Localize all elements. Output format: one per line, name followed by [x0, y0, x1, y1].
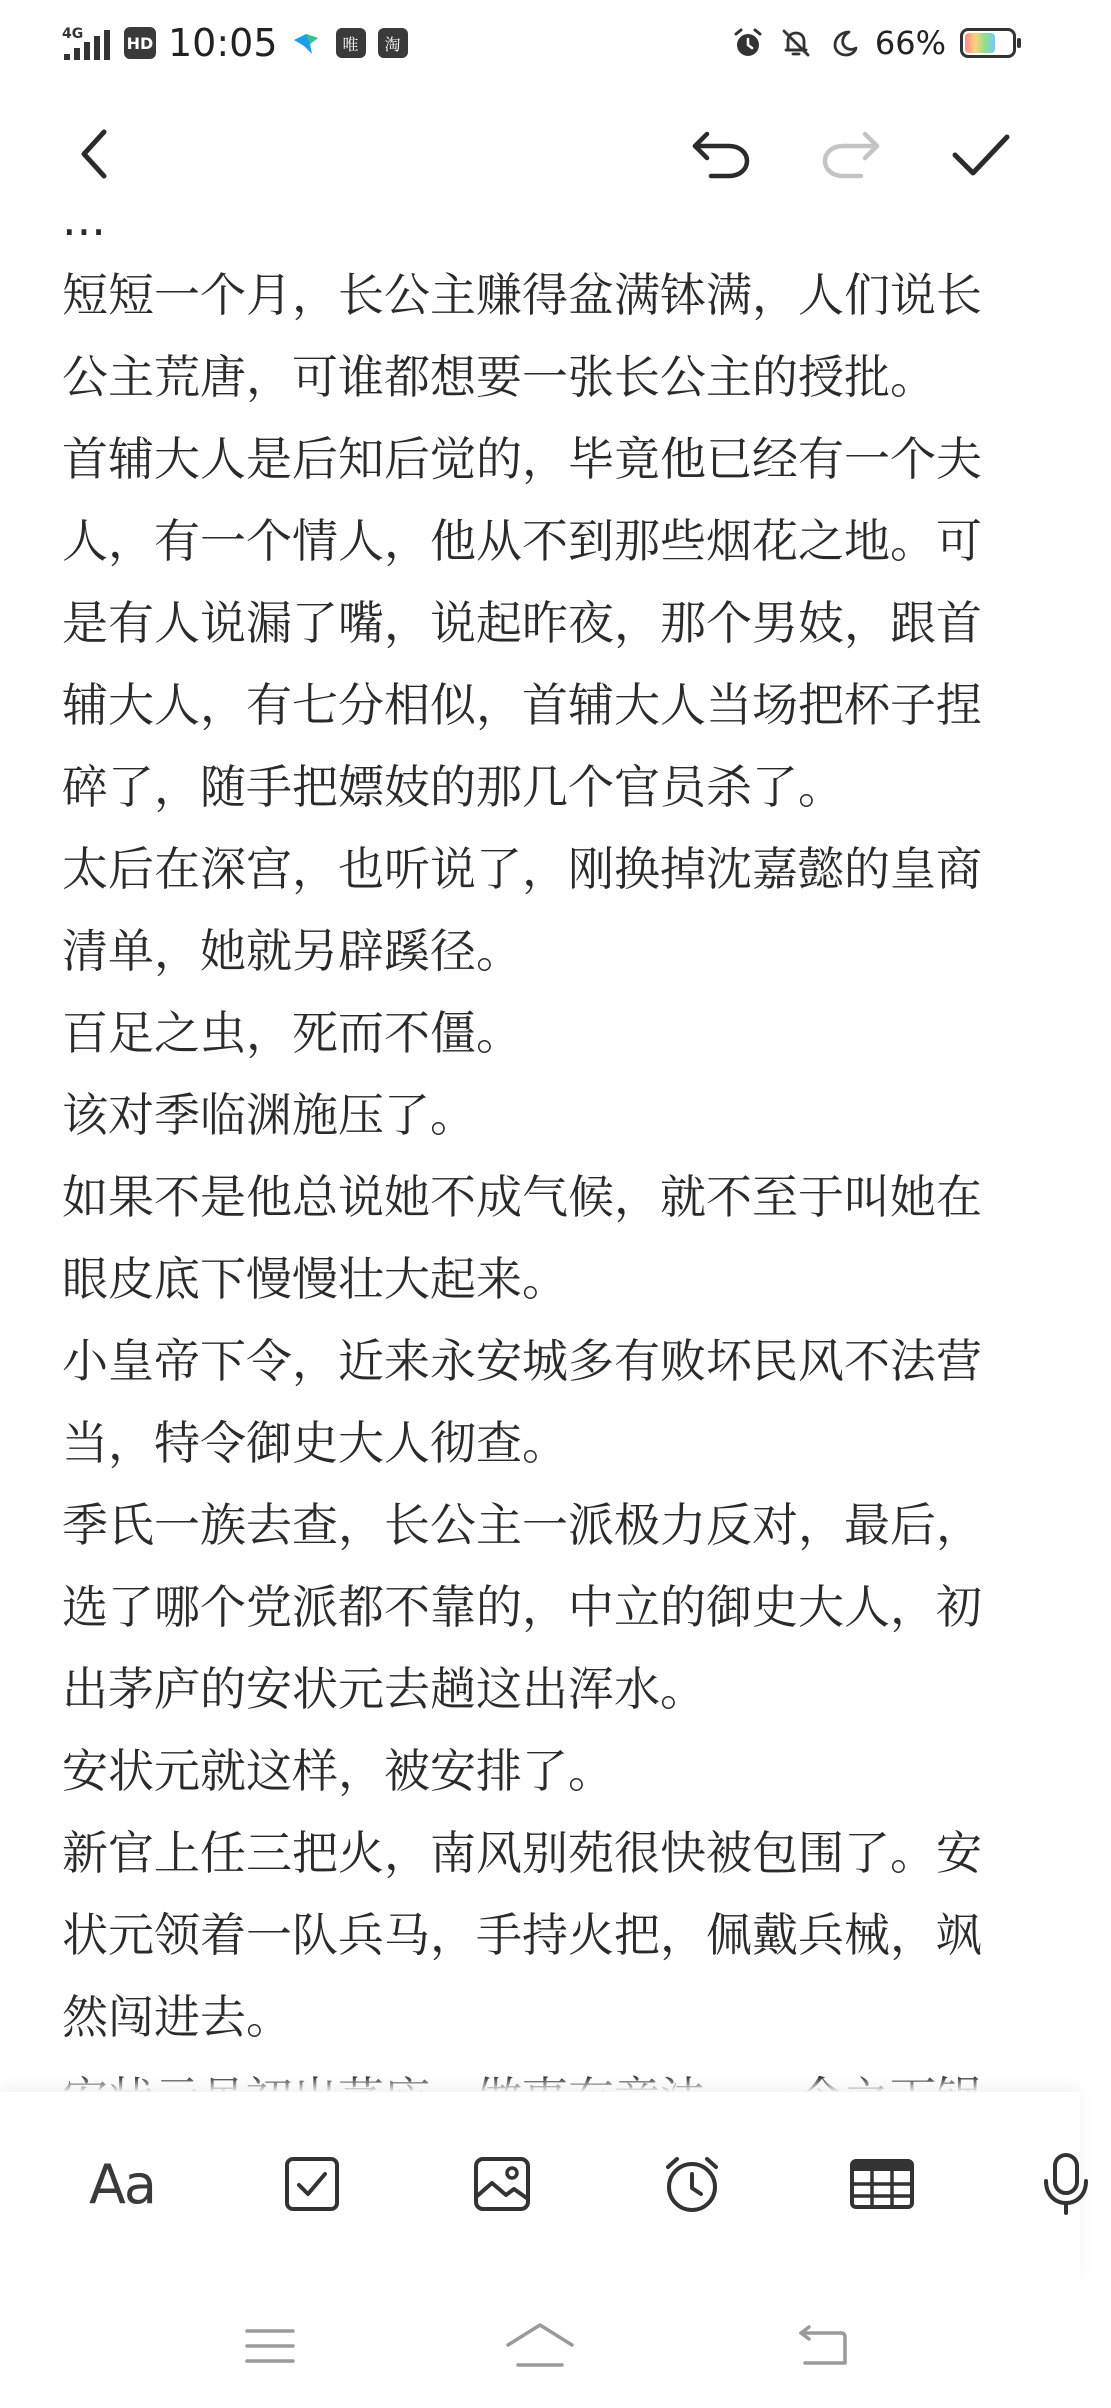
- note-paragraph: 如果不是他总说她不成气候，就不至于叫她在眼皮底下慢慢壮大起来。: [62, 1170, 982, 1306]
- insert-image-button[interactable]: [457, 2139, 547, 2229]
- status-time: 10:05: [168, 21, 278, 65]
- home-icon: [504, 2321, 576, 2371]
- menu-icon: [243, 2325, 297, 2367]
- notifications-off-icon: [779, 26, 813, 60]
- text-style-button[interactable]: [77, 2139, 167, 2229]
- undo-icon: [689, 126, 753, 182]
- insert-table-button[interactable]: [837, 2139, 927, 2229]
- signal-icon: [62, 24, 112, 62]
- format-toolbar: [0, 2092, 1080, 2282]
- status-bar-right: [731, 18, 1016, 68]
- note-paragraph: 百足之虫，死而不僵。: [62, 1006, 522, 1060]
- note-paragraph: 新官上任三把火，南风别苑很快被包围了。安状元领着一队兵马，手持火把，佩戴兵械，飒然闯进去。: [62, 1826, 982, 2044]
- table-icon: [849, 2158, 915, 2210]
- note-paragraph: 季氏一族去查，长公主一派极力反对，最后，选了哪个党派都不靠的，中立的御史大人，初出茅庐的安状元去趟这出浑水。: [62, 1498, 982, 1716]
- note-paragraph: 该对季临渊施压了。: [62, 1088, 476, 1142]
- note-content-area[interactable]: [0, 192, 1080, 2092]
- alarm-icon: [731, 26, 765, 60]
- reminder-button[interactable]: [647, 2139, 737, 2229]
- chevron-left-icon: [74, 126, 118, 182]
- note-body[interactable]: [62, 254, 1022, 2140]
- status-bar-left: [62, 18, 408, 68]
- recents-button[interactable]: [230, 2314, 310, 2378]
- editor-toolbar: [0, 100, 1080, 210]
- bird-app-icon: [290, 26, 324, 60]
- content-fade: [0, 2076, 1080, 2092]
- checkbox-icon: [283, 2155, 341, 2213]
- battery-icon: [960, 28, 1016, 58]
- redo-button[interactable]: [815, 118, 887, 190]
- note-paragraph: 首辅大人是后知后觉的，毕竟他已经有一个夫人，有一个情人，他从不到那些烟花之地。可是有人说漏了嘴，说起昨夜，那个男妓，跟首辅大人，有七分相似，首辅大人当场把杯子捏碎了，随手把嫖妓的那几个官员杀了。: [62, 432, 982, 814]
- nav-back-button[interactable]: [782, 2314, 862, 2378]
- moon-icon: [827, 26, 861, 60]
- note-paragraph: 小皇帝下令，近来永安城多有败坏民风不法营当，特令御史大人彻查。: [62, 1334, 982, 1470]
- back-icon: [795, 2323, 849, 2369]
- system-nav-bar: [0, 2282, 1080, 2408]
- home-button[interactable]: [500, 2314, 580, 2378]
- battery-percent: 66%: [874, 24, 946, 62]
- app-badge-tao: 淘: [378, 28, 408, 58]
- note-paragraph: 短短一个月，长公主赚得盆满钵满，人们说长公主荒唐，可谁都想要一张长公主的授批。: [62, 268, 982, 404]
- network-type: 4G: [62, 26, 84, 42]
- undo-button[interactable]: [685, 118, 757, 190]
- done-button[interactable]: [945, 118, 1017, 190]
- checklist-button[interactable]: [267, 2139, 357, 2229]
- image-icon: [472, 2155, 532, 2213]
- microphone-icon: [1041, 2151, 1091, 2217]
- checkmark-icon: [951, 129, 1011, 179]
- status-bar: [0, 0, 1080, 90]
- battery-level-fill: [965, 33, 995, 53]
- cut-off-line: ...: [62, 192, 106, 246]
- redo-icon: [819, 126, 883, 182]
- note-paragraph: 太后在深宫，也听说了，刚换掉沈嘉懿的皇商清单，她就另辟蹊径。: [62, 842, 982, 978]
- alarm-clock-icon: [660, 2153, 724, 2215]
- voice-input-button[interactable]: [1021, 2139, 1111, 2229]
- app-badge-wei: 唯: [336, 28, 366, 58]
- note-paragraph: 安状元就这样，被安排了。: [62, 1744, 614, 1798]
- text-style-icon: Aa: [88, 2152, 156, 2216]
- hd-icon: HD: [124, 27, 156, 59]
